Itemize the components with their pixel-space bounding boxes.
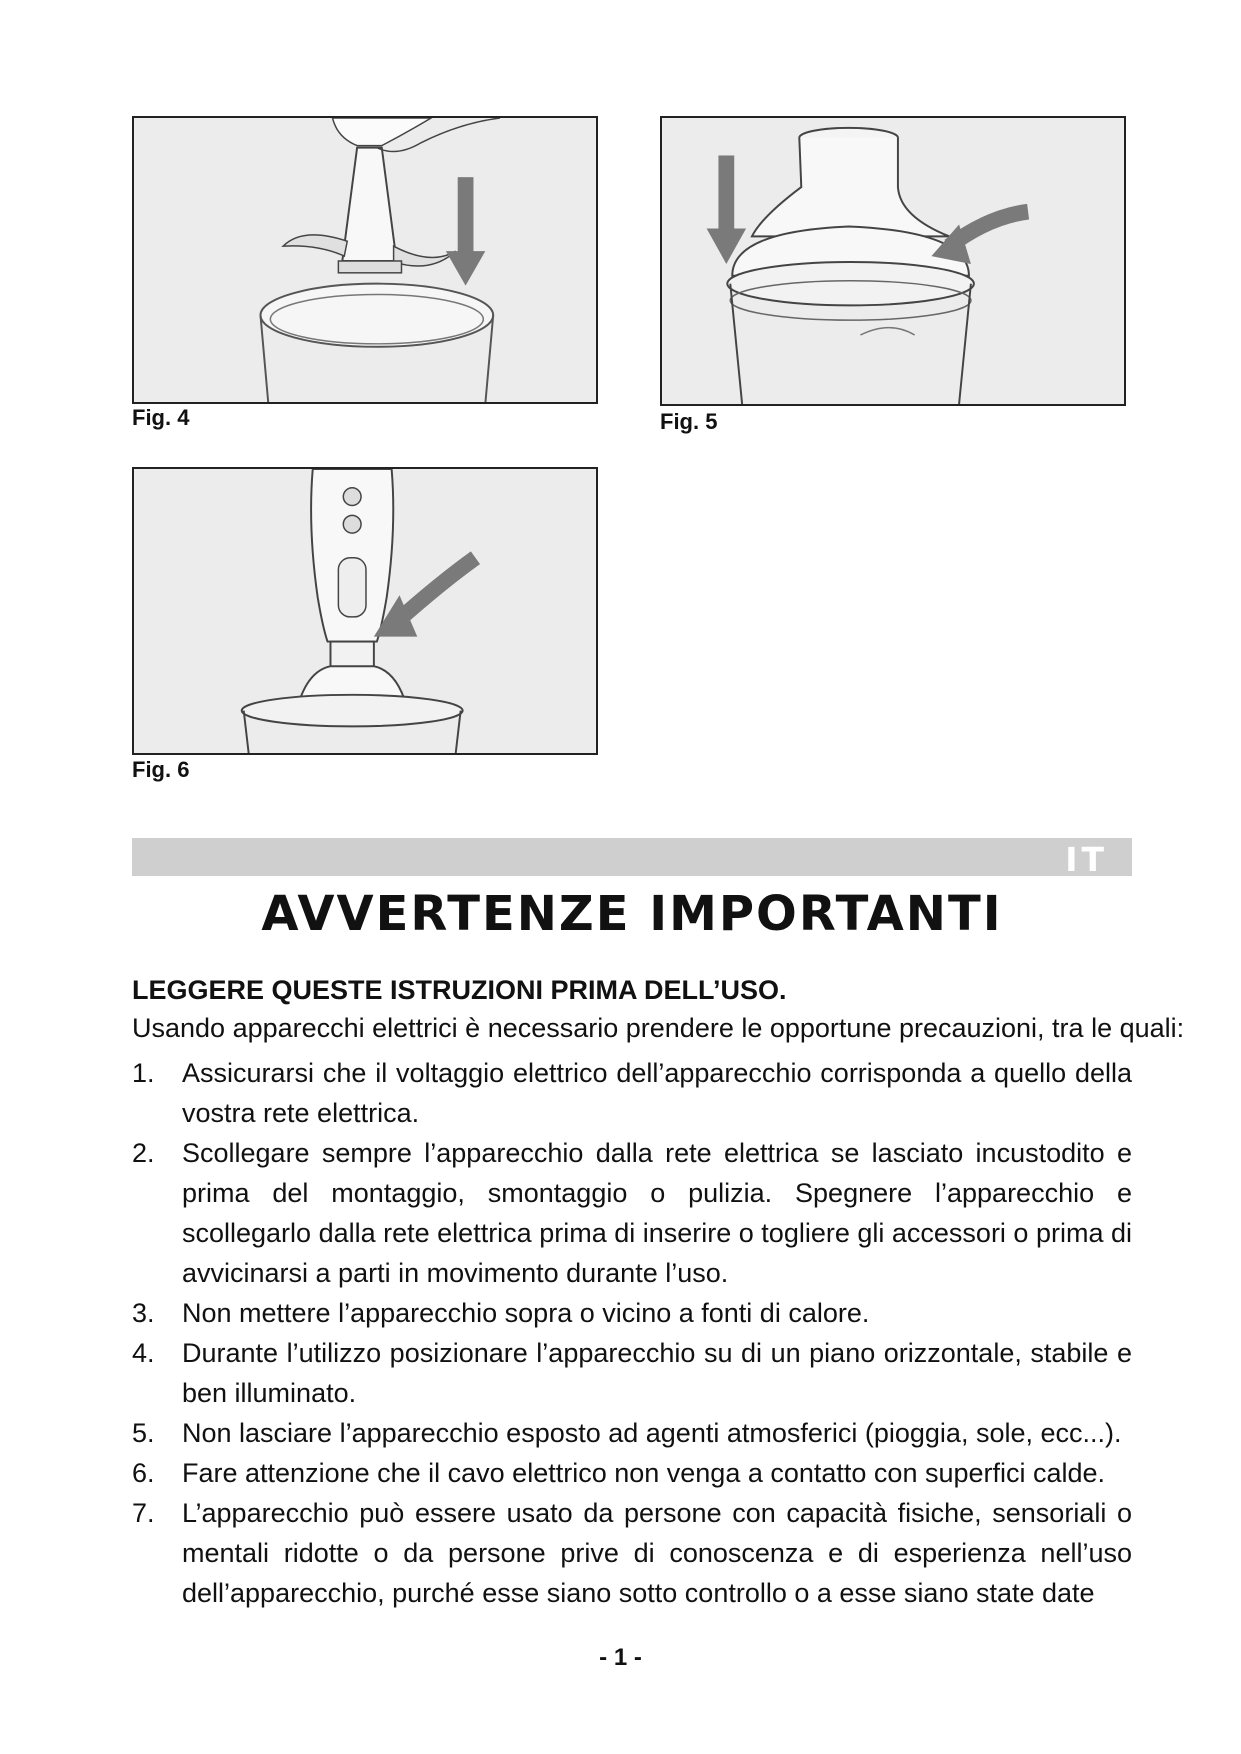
list-item [132,1293,1132,1333]
item-text: Non mettere l’apparecchio sopra o vicino a fonti di calore. [182,1298,870,1328]
language-code: IT [1065,840,1108,879]
item-number: 6. [132,1458,155,1488]
figure-6-image [132,467,598,755]
list-item [132,1493,1132,1613]
item-number: 2. [132,1138,155,1168]
warnings-list [132,1053,1132,1613]
list-item [132,1333,1132,1413]
item-number: 1. [132,1058,155,1088]
figure-4-caption: Fig. 4 [132,405,190,430]
item-text: Durante l’utilizzo posizionare l’apparecchio su di un piano orizzontale, stabile e ben illuminato. [182,1338,1132,1408]
figure-5-caption: Fig. 5 [660,409,718,434]
intro-paragraph: Usando apparecchi elettrici è necessario prendere le opportune precauzioni, tra le quali: [132,1013,1185,1043]
item-number: 4. [132,1338,155,1368]
item-number: 5. [132,1418,155,1448]
item-number: 7. [132,1498,155,1528]
list-item [132,1453,1132,1493]
item-text: Fare attenzione che il cavo elettrico non venga a contatto con superfici calde. [182,1458,1106,1488]
item-text: Scollegare sempre l’apparecchio dalla rete elettrica se lasciato incustodito e prima del montaggio, smontaggio o pulizia. Spegnere l’apparecchio e scollegarlo dalla rete elettrica prima di inserire o togliere gli accessori o prima di avvicinarsi a parti in movimento durante l’uso. [182,1138,1132,1288]
figure-5-image [660,116,1126,406]
item-text: L’apparecchio può essere usato da persone con capacità fisiche, sensoriali o mentali ridotte o da persone prive di conoscenza e di esperienza nell’uso dell’apparecchio, purché esse siano sotto controllo o a esse siano state date [182,1498,1132,1608]
language-bar [132,838,1132,879]
figure-4-image [132,116,598,404]
figure-6-caption: Fig. 6 [132,757,190,782]
lead-instruction: LEGGERE QUESTE ISTRUZIONI PRIMA DELL’USO. [132,975,787,1005]
list-item [132,1133,1132,1293]
section-title: AVVERTENZE IMPORTANTI [261,886,1003,942]
item-text: Non lasciare l’apparecchio esposto ad agenti atmosferici (pioggia, sole, ecc...). [182,1418,1122,1448]
item-text: Assicurarsi che il voltaggio elettrico dell’apparecchio corrisponda a quello della vostra rete elettrica. [182,1058,1132,1128]
list-item [132,1053,1132,1133]
list-item [132,1413,1132,1453]
item-number: 3. [132,1298,155,1328]
page-number: - 1 - [599,1644,642,1671]
